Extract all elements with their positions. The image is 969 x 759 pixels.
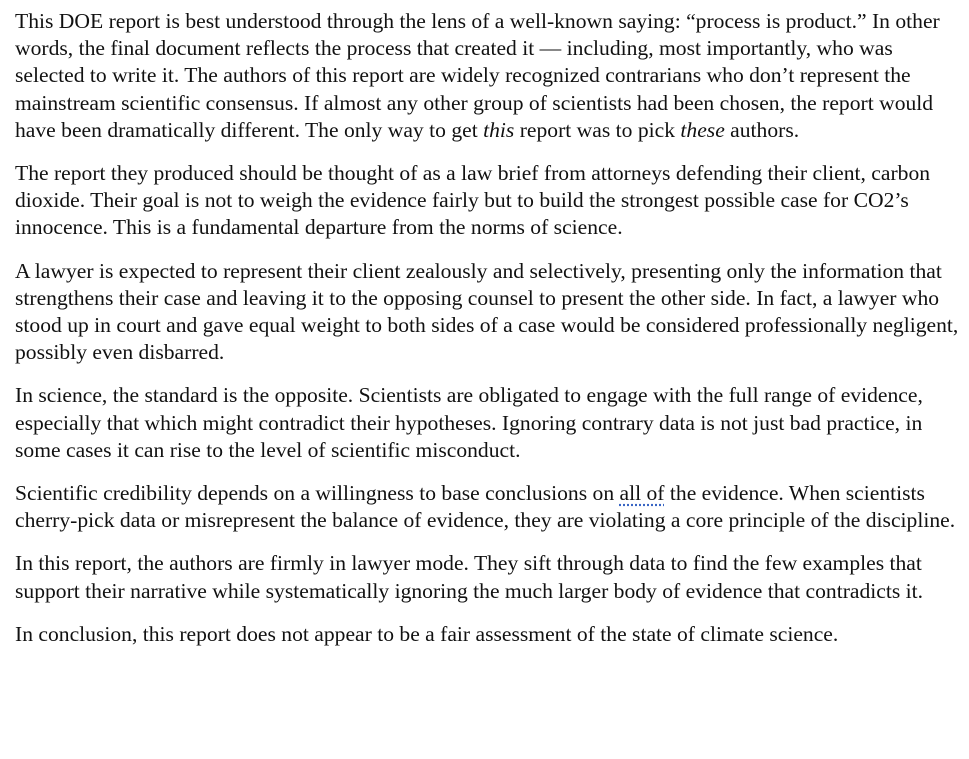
- paragraph-5-text-b: the evidence. When scientists cherry-pick data or misrepresent the balance of evidence, they are violating a core principle of the discipline.: [15, 481, 956, 533]
- paragraph-lawyer-role: A lawyer is expected to represent their client zealously and selectively, presenting only the information that strengthens their case and leaving it to the opposing counsel to present the other side. In fact, a lawyer who stood up in court and gave equal weight to both sides of a case would be considered professionally negligent, possibly even disbarred.: [15, 258, 959, 365]
- paragraph-1-text-a: This DOE report is best understood through the lens of a well-known saying: “process is product.” In other words, the final document reflects the process that created it — including, most importantly, who was selected to write it. The authors of this report are widely recognized contrarians who don’t represent the mainstream scientific consensus. If almost any other group of scientists had been chosen, the report would have been dramatically different. The only way to get: [15, 9, 940, 142]
- paragraph-scientific-credibility: [15, 480, 965, 534]
- emphasis-these: these: [680, 117, 725, 142]
- paragraph-lawyer-mode: In this report, the authors are firmly in lawyer mode. They sift through data to find the few examples that support their narrative while systematically ignoring the much larger body of evidence that contradicts it.: [15, 551, 924, 603]
- paragraph-law-brief: The report they produced should be thought of as a law brief from attorneys defending their client, carbon dioxide. Their goal is not to weigh the evidence fairly but to build the strongest possible case for CO2’s innocence. This is a fundamental departure from the norms of science.: [15, 161, 931, 240]
- document-body: [15, 8, 965, 648]
- paragraph-science-standard: In science, the standard is the opposite. Scientists are obligated to engage with the full range of evidence, especially that which might contradict their hypotheses. Ignoring contrary data is not just bad practice, in some cases it can rise to the level of scientific misconduct.: [15, 383, 923, 462]
- paragraph-1-text-b: report was to pick: [514, 117, 681, 142]
- paragraph-1-text-c: authors.: [724, 117, 800, 142]
- paragraph-process-is-product: [15, 8, 965, 144]
- grammar-flag-all-of[interactable]: all of: [619, 481, 665, 506]
- paragraph-5-text-a: Scientific credibility depends on a willingness to base conclusions on: [15, 481, 620, 506]
- paragraph-conclusion: In conclusion, this report does not appear to be a fair assessment of the state of climate science.: [15, 621, 839, 646]
- emphasis-this: this: [483, 117, 515, 142]
